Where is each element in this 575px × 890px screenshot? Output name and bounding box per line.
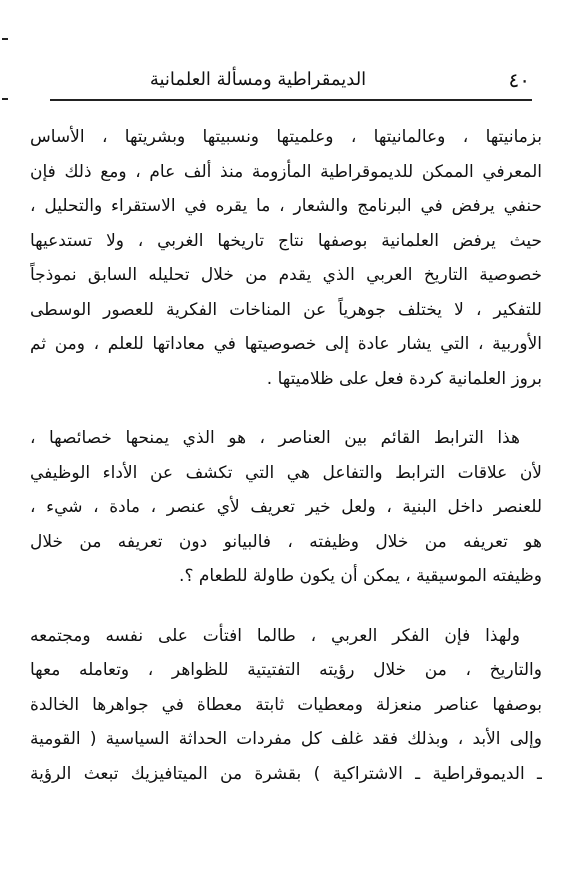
- text-line: وإلى الأبد ، وبذلك فقد غلف كل مفردات الحداثة السياسية ( القومية: [30, 729, 542, 749]
- text-line: المعرفي الممكن للديموقراطية المأزومة منذ ألف عام ، ومع ذلك فإن: [30, 161, 542, 182]
- page-header: [50, 66, 530, 94]
- text-line: للعنصر داخل البنية ، ولعل خير تعريف لأي عنصر ، مادة ، شيء ،: [30, 497, 542, 517]
- paragraph-1: [30, 120, 542, 396]
- scan-edge-mark: [2, 98, 8, 100]
- text-line: حنفي يرفض في البرنامج والشعار ، ما يقره في الاستقراء والتحليل ،: [30, 196, 542, 216]
- text-line: ولهذا فإن الفكر العربي ، طالما افتأت على نفسه ومجتمعه: [30, 625, 520, 646]
- running-title: الديمقراطية ومسألة العلمانية: [149, 69, 367, 90]
- text-line: الأوربية ، التي يشار عادة إلى خصوصيتها في معاداتها للعلم ، ومن ثم: [30, 334, 542, 354]
- text-line: حيث يرفض العلمانية بوصفها نتاج تاريخها الغربي ، ولا تستدعيها: [30, 230, 542, 251]
- text-line: بروز العلمانية كردة فعل على ظلاميتها .: [266, 368, 542, 389]
- body-text: [30, 120, 542, 791]
- header-rule: [50, 99, 532, 101]
- text-line: للتفكير ، لا يختلف جوهرياً عن المناخات الفكرية للعصور الوسطى: [30, 299, 542, 320]
- paragraph-3: [30, 619, 542, 792]
- scan-edge-mark: [2, 38, 8, 40]
- text-line: بوصفها عناصر منعزلة ومعطيات ثابتة معطاة في جواهرها الخالدة: [30, 694, 542, 715]
- text-line: هذا الترابط القائم بين العناصر ، هو الذي يمنحها خصائصها ،: [30, 428, 520, 448]
- text-line: لأن علاقات الترابط والتفاعل هي التي تكشف عن الأداء الوظيفي: [30, 462, 542, 483]
- page-number: ٤٠: [508, 68, 530, 92]
- text-line: والتاريخ ، من خلال رؤيته التفتيتية للظواهر ، وتعامله معها: [30, 660, 542, 680]
- text-line: ـ الديموقراطية ـ الاشتراكية ) بقشرة من الميتافيزيك تبعث الرؤية: [30, 763, 542, 784]
- text-line: بزمانيتها ، وعالمانيتها ، وعلميتها ونسبيتها وبشريتها ، الأساس: [30, 127, 542, 147]
- text-line: هو تعريفه من خلال وظيفته ، فالبيانو دون تعريفه من خلال: [30, 531, 542, 552]
- text-line: خصوصية التاريخ العربي الذي يقدم من خلال تحليله السابق نموذجاً: [30, 265, 542, 285]
- text-line: وظيفته الموسيقية ، يمكن أن يكون طاولة للطعام ؟.: [179, 566, 542, 586]
- paragraph-2: [30, 421, 542, 594]
